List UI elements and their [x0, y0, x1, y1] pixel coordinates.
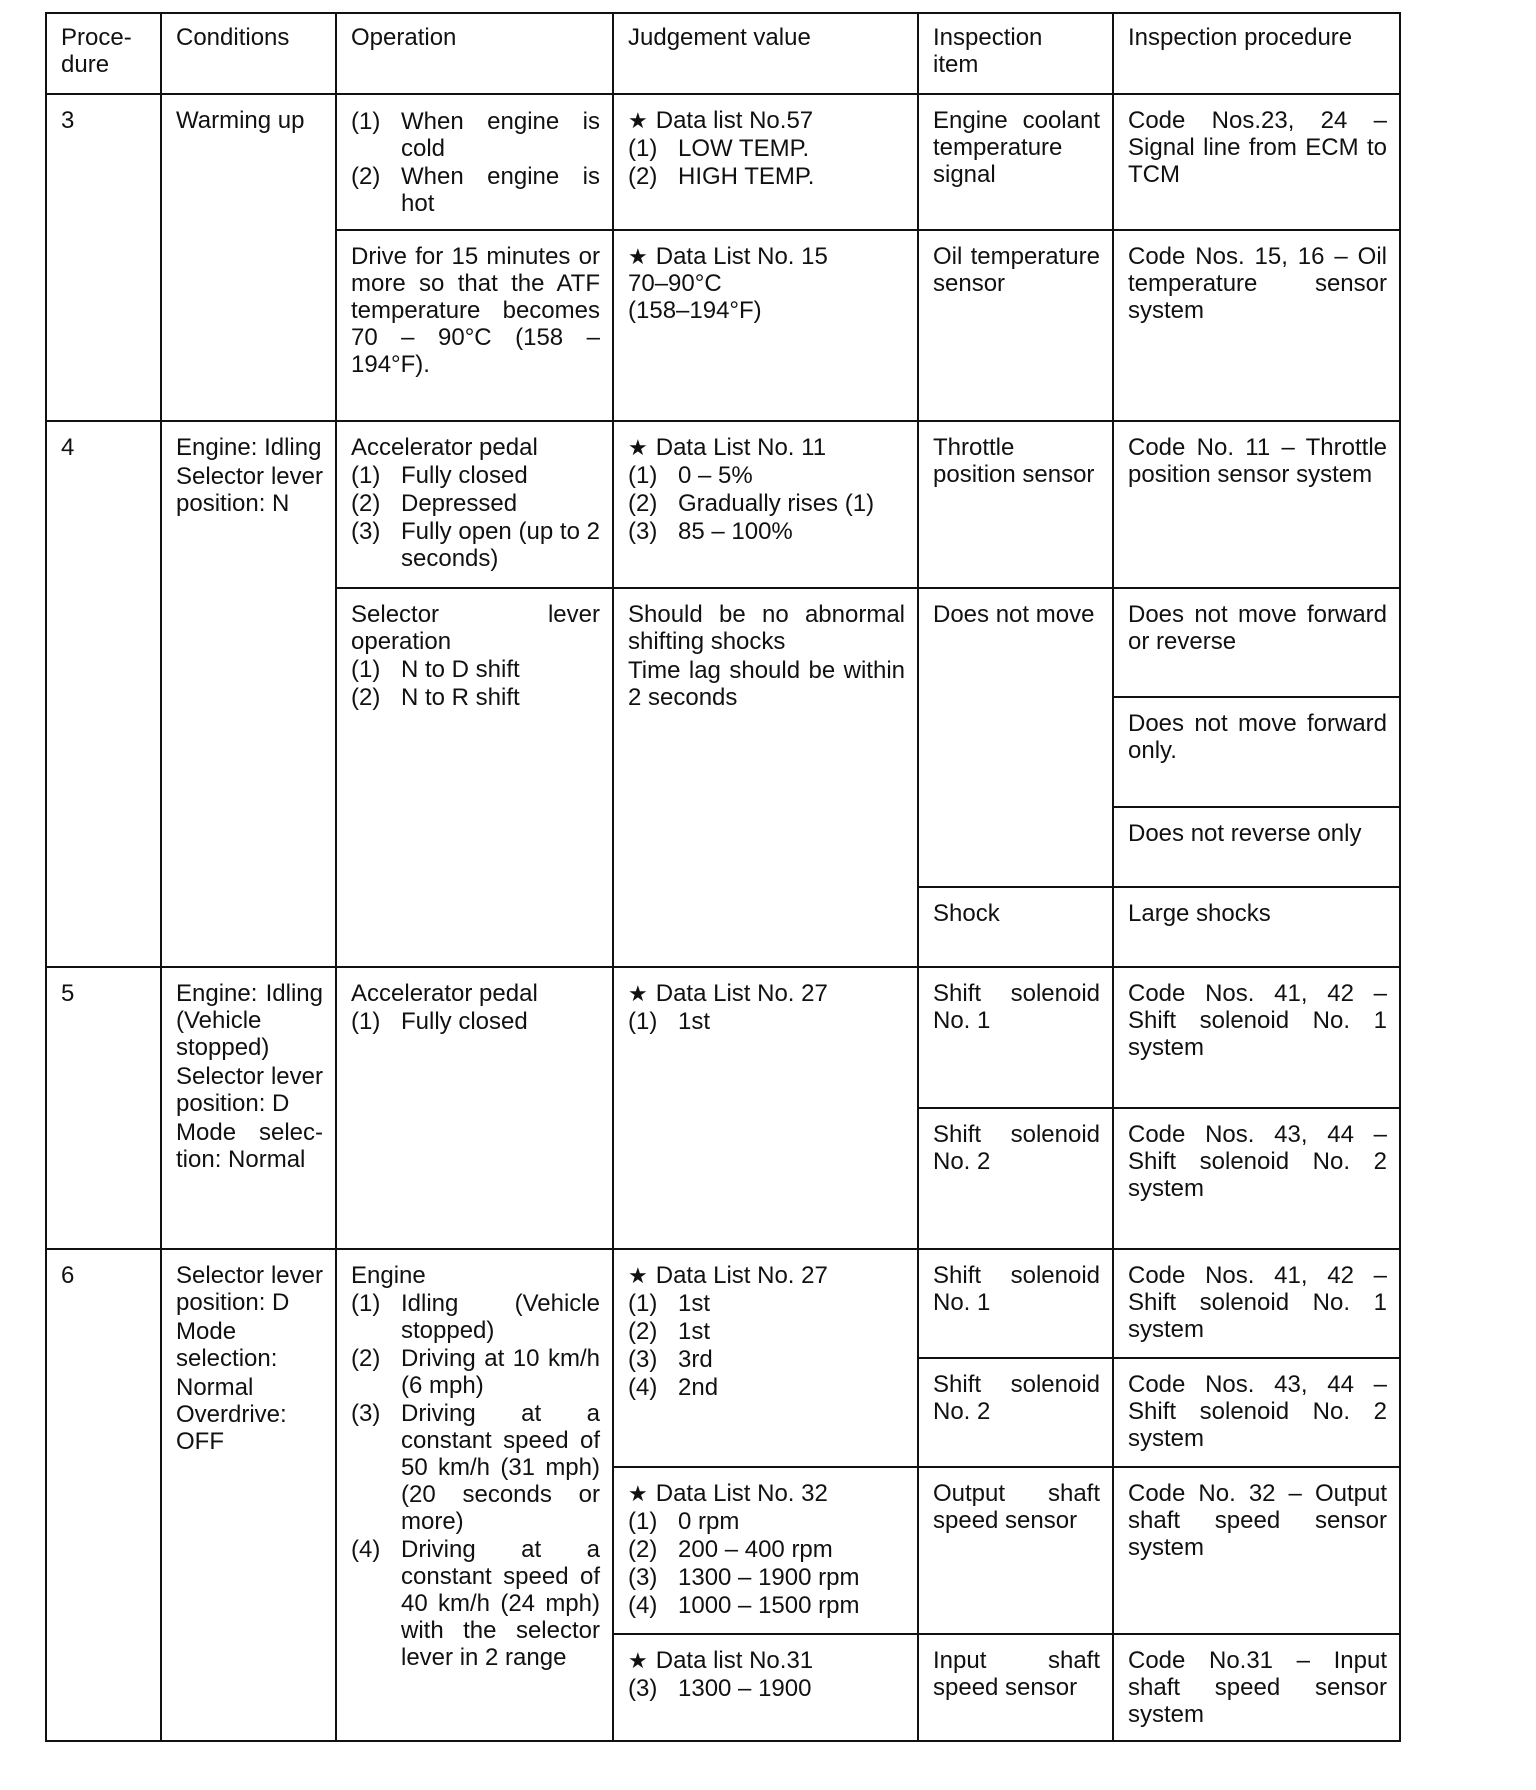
list-item: (2) 200 – 400 rpm [628, 1536, 833, 1563]
judgement-text: 70–90°C [628, 270, 722, 297]
operation-cell [336, 967, 613, 1249]
data-list-title: ★ Data list No.31 [628, 1647, 905, 1674]
list-item: (1) Fully closed [351, 462, 528, 489]
conditions-cell [161, 421, 336, 967]
operation-cell: Drive for 15 minutes or more so that the ATF temperature becomes 70 – 90°C (158 – 194°F). [336, 230, 613, 421]
condition-text: Mode selec-tion: Normal [176, 1119, 323, 1173]
judgement-text: (158–194°F) [628, 297, 762, 324]
inspection-procedure-cell: Code Nos. 43, 44 – Shift solenoid No. 2 system [1113, 1358, 1400, 1467]
judgement-cell [613, 588, 918, 967]
procedure-number: 6 [46, 1249, 161, 1741]
judgement-cell [613, 1249, 918, 1467]
judgement-cell [613, 421, 918, 588]
data-list-title: ★ Data List No. 27 [628, 980, 905, 1007]
operation-cell [336, 1249, 613, 1741]
list-item: (3) 3rd [628, 1346, 713, 1373]
list-item: (2) When engine is hot [351, 163, 600, 217]
inspection-procedure-cell: Code Nos. 41, 42 – Shift solenoid No. 1 system [1113, 1249, 1400, 1358]
list-item: (2) N to R shift [351, 684, 520, 711]
inspection-item-cell: Shift solenoid No. 2 [918, 1358, 1113, 1467]
header-inspection-item [918, 13, 1113, 94]
conditions-cell [161, 1249, 336, 1741]
condition-text: Warming up [176, 107, 305, 134]
inspection-item-cell: Throttle position sensor [918, 421, 1113, 588]
inspection-procedure-cell: Does not reverse only [1113, 807, 1400, 887]
condition-text: Engine: Idling [176, 434, 322, 461]
inspection-item-cell: Output shaft speed sensor [918, 1467, 1113, 1634]
header-conditions: Conditions [161, 13, 336, 94]
inspection-procedure-cell: Code Nos.23, 24 – Signal line from ECM to TCM [1113, 94, 1400, 230]
inspection-procedure-cell: Code Nos. 15, 16 – Oil temperature sensor system [1113, 230, 1400, 421]
inspection-item-cell: Shift solenoid No. 1 [918, 1249, 1113, 1358]
inspection-procedure-cell: Does not move forward or reverse [1113, 588, 1400, 697]
list-item: (2) Driving at 10 km/h (6 mph) [351, 1345, 600, 1399]
condition-text: Selector lever position: D [176, 1063, 323, 1117]
header-text: Inspection [933, 24, 1043, 51]
list-item: (3) 1300 – 1900 [628, 1675, 812, 1702]
inspection-table [45, 12, 1401, 1742]
header-inspection-procedure: Inspection procedure [1113, 13, 1400, 94]
operation-title: Selector lever operation [351, 601, 600, 655]
inspection-procedure-cell: Code No. 11 – Throttle position sensor system [1113, 421, 1400, 588]
list-item: (2) HIGH TEMP. [628, 163, 815, 190]
list-item: (3) Fully open (up to 2 seconds) [351, 518, 600, 572]
judgement-cell [613, 1634, 918, 1741]
list-item: (2) 1st [628, 1318, 711, 1345]
header-text: dure [61, 51, 110, 78]
table-row [46, 94, 1400, 230]
header-text: item [933, 51, 979, 78]
list-item: (3) 1300 – 1900 rpm [628, 1564, 860, 1591]
operation-cell [336, 94, 613, 230]
data-list-title: ★ Data List No. 27 [628, 1262, 905, 1289]
list-item: (1) Idling (Vehicle stopped) [351, 1290, 600, 1344]
list-item: (4) 2nd [628, 1374, 719, 1401]
condition-text: Normal Overdrive: OFF [176, 1374, 287, 1455]
data-list-title: ★ Data list No.57 [628, 107, 905, 134]
condition-text: Engine: Idling (Vehicle stopped) [176, 980, 323, 1061]
list-item: (1) LOW TEMP. [628, 135, 810, 162]
inspection-procedure-cell: Code No.31 – Input shaft speed sensor system [1113, 1634, 1400, 1741]
list-item: (2) Depressed [351, 490, 518, 517]
judgement-text: Should be no abnormal shifting shocks [628, 601, 905, 655]
header-procedure [46, 13, 161, 94]
inspection-procedure-cell: Large shocks [1113, 887, 1400, 967]
inspection-item-cell: Does not move [918, 588, 1113, 887]
condition-text: Mode selection: [176, 1318, 278, 1372]
judgement-cell [613, 967, 918, 1249]
list-item: (1) 1st [628, 1290, 711, 1317]
list-item: (1) 1st [628, 1008, 711, 1035]
inspection-item-cell: Shock [918, 887, 1113, 967]
inspection-item-cell: Oil temperature sensor [918, 230, 1113, 421]
header-row [46, 13, 1400, 94]
data-list-title: ★ Data List No. 11 [628, 434, 905, 461]
data-list-title: ★ Data List No. 32 [628, 1480, 905, 1507]
list-item: (1) 0 rpm [628, 1508, 740, 1535]
inspection-procedure-cell: Does not move forward only. [1113, 697, 1400, 807]
conditions-cell [161, 967, 336, 1249]
condition-text: Selector lever position: N [176, 463, 323, 517]
data-list-title: ★ Data List No. 15 [628, 243, 905, 270]
condition-text: Selector lever position: D [176, 1262, 323, 1316]
judgement-cell [613, 1467, 918, 1634]
operation-title: Engine [351, 1262, 426, 1289]
header-text: Proce- [61, 24, 132, 51]
list-item: (3) Driving at a constant speed of 50 km/h (31 mph) (20 seconds or more) [351, 1400, 600, 1535]
list-item: (4) Driving at a constant speed of 40 km/h (24 mph) with the selector lever in 2 range [351, 1536, 600, 1671]
list-item: (1) N to D shift [351, 656, 520, 683]
table-row [46, 967, 1400, 1108]
judgement-cell [613, 230, 918, 421]
inspection-item-cell: Input shaft speed sensor [918, 1634, 1113, 1741]
operation-cell [336, 588, 613, 967]
judgement-cell [613, 94, 918, 230]
header-operation: Operation [336, 13, 613, 94]
list-item: (2) Gradually rises (1) [628, 490, 875, 517]
list-item: (1) 0 – 5% [628, 462, 753, 489]
procedure-number: 3 [46, 94, 161, 421]
procedure-number: 5 [46, 967, 161, 1249]
table-row [46, 421, 1400, 588]
inspection-procedure-cell: Code Nos. 43, 44 – Shift solenoid No. 2 system [1113, 1108, 1400, 1249]
list-item: (4) 1000 – 1500 rpm [628, 1592, 860, 1619]
inspection-item-cell: Shift solenoid No. 2 [918, 1108, 1113, 1249]
list-item: (1) Fully closed [351, 1008, 528, 1035]
table-row [46, 1249, 1400, 1358]
operation-title: Accelerator pedal [351, 980, 538, 1007]
inspection-procedure-cell: Code No. 32 – Output shaft speed sensor system [1113, 1467, 1400, 1634]
inspection-procedure-cell: Code Nos. 41, 42 – Shift solenoid No. 1 system [1113, 967, 1400, 1108]
operation-title: Accelerator pedal [351, 434, 538, 461]
procedure-number: 4 [46, 421, 161, 967]
inspection-item-cell: Engine coolant temperature signal [918, 94, 1113, 230]
operation-cell [336, 421, 613, 588]
inspection-item-cell: Shift solenoid No. 1 [918, 967, 1113, 1108]
header-judgement: Judgement value [613, 13, 918, 94]
list-item: (1) When engine is cold [351, 108, 600, 162]
conditions-cell [161, 94, 336, 421]
list-item: (3) 85 – 100% [628, 518, 793, 545]
judgement-text: Time lag should be within 2 seconds [628, 657, 905, 711]
